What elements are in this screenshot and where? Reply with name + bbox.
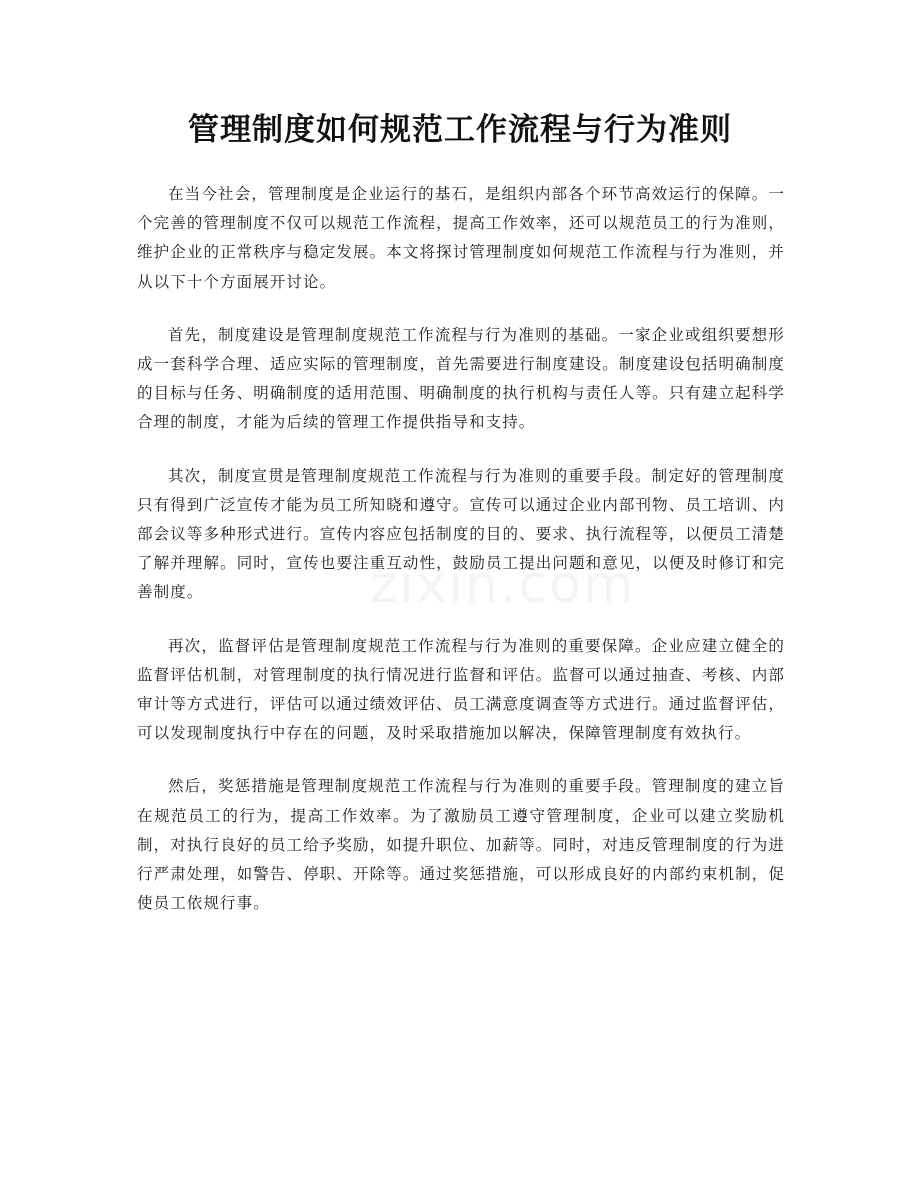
- paragraph-intro: 在当今社会，管理制度是企业运行的基石，是组织内部各个环节高效运行的保障。一个完善的管理制度不仅可以规范工作流程，提高工作效率，还可以规范员工的行为准则，维护企业的正常秩序与稳定发展。本文将探讨管理制度如何规范工作流程与行为准则，并从以下十个方面展开讨论。: [137, 185, 785, 291]
- document-title: 管理制度如何规范工作流程与行为准则: [188, 112, 732, 148]
- document-body: [137, 180, 785, 942]
- paragraph-system-building: 首先，制度建设是管理制度规范工作流程与行为准则的基础。一家企业或组织要想形成一套科学合理、适应实际的管理制度，首先需要进行制度建设。制度建设包括明确制度的目标与任务、明确制度的适用范围、明确制度的执行机构与责任人等。只有建立起科学合理的制度，才能为后续的管理工作提供指导和支持。: [137, 325, 785, 432]
- paragraph-rewards-penalties: 然后，奖惩措施是管理制度规范工作流程与行为准则的重要手段。管理制度的建立旨在规范员工的行为，提高工作效率。为了激励员工遵守管理制度，企业可以建立奖励机制，对执行良好的员工给予奖励，如提升职位、加薪等。同时，对违反管理制度的行为进行严肃处理，如警告、停职、开除等。通过奖惩措施，可以形成良好的内部约束机制，促使员工依规行事。: [137, 777, 785, 913]
- paragraph-system-promotion: 其次，制度宣贯是管理制度规范工作流程与行为准则的重要手段。制定好的管理制度只有得到广泛宣传才能为员工所知晓和遵守。宣传可以通过企业内部刊物、员工培训、内部会议等多种形式进行。宣传内容应包括制度的目的、要求、执行流程等，以便员工清楚了解并理解。同时，宣传也要注重互动性，鼓励员工提出问题和意见，以便及时修订和完善制度。: [137, 466, 785, 602]
- paragraph-supervision-evaluation: 再次，监督评估是管理制度规范工作流程与行为准则的重要保障。企业应建立健全的监督评估机制，对管理制度的执行情况进行监督和评估。监督可以通过抽查、考核、内部审计等方式进行，评估可以通过绩效评估、员工满意度调查等方式进行。通过监督评估，可以发现制度执行中存在的问题，及时采取措施加以解决，保障管理制度有效执行。: [137, 636, 785, 743]
